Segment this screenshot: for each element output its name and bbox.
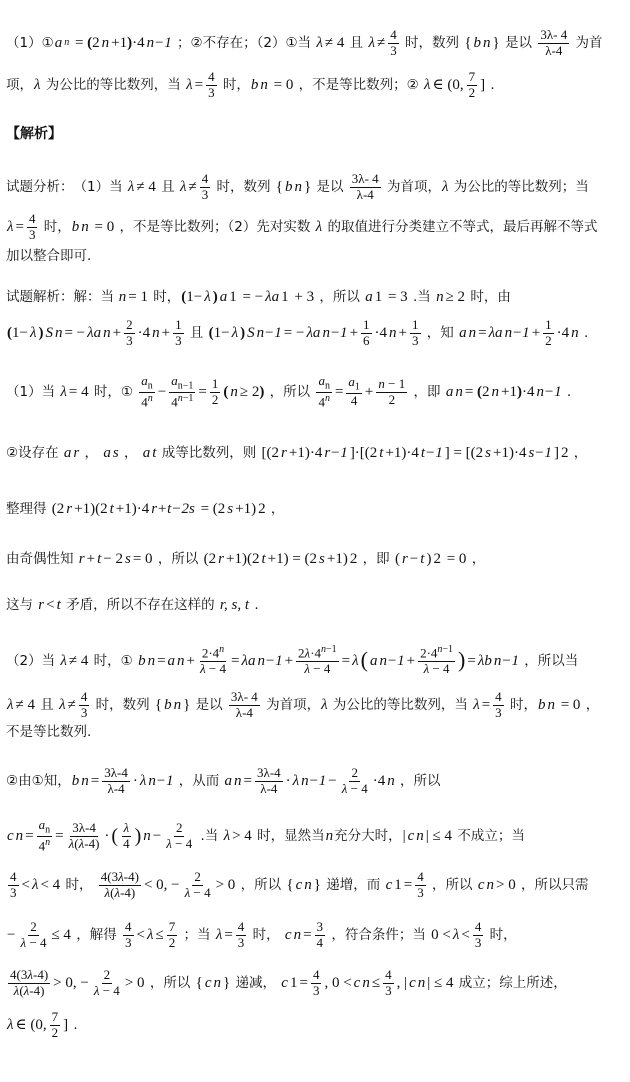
solution-part1-2d: 这与 r < t 矛盾，所以不存在这样的 r, s, t . xyxy=(6,596,259,613)
solution-part1: （1）当 λ = 4 时，① $\frac{a_n}{4^n}$ − $\frac{a_{n-1}}{4^{n-1}}$ = $\frac{1}{2}$ ( n ≥ 2) ，所以 $\frac{a_n}{4^n}$ = $\frac{a_1}{4}$ + $\frac{n - 1}{2}$ ，即 a n = (2 n +1)·4 n−1 . xyxy=(6,373,572,410)
solution-line-1: 试题解析：解：当 n = 1 时， (1− λ ) a 1 = − λa 1 + 3 ，所以 a 1 = 3 .当 n ≥ 2 时，由 xyxy=(6,288,511,305)
solution-c2: c n = $\frac{a_n}{4^n}$ = $\frac{3\lambda-4}{\lambda(\lambda-4)}$ · ( $\frac{\lambda}{4}$ ) n − $\frac{2}{\lambda - 4}$ .当 λ > 4 时，显然当 n 充分大时， | c n | ≤ 4 不成立；当 xyxy=(7,817,525,854)
solution-part2b: λ ≠ 4 且 λ ≠ $\frac{4}{3}$ 时，数列 { b n } 是以 $\frac{3\lambda- 4}{\lambda-4}$ 为首项， λ 为公比的等比数列，当 λ = $\frac{4}{3}$ 时， b n = 0 ， xyxy=(7,689,600,720)
solution-c5: $\frac{4(3\lambda-4)}{\lambda(\lambda-4)}$ > 0, − $\frac{2}{\lambda - 4}$ > 0 ，所以 { c n } 递减， c 1 = $\frac{4}{3}$ , 0 < c n ≤ $\frac{4}{3}$ , | c n | ≤ 4 成立；综上所述， xyxy=(10,967,567,998)
solution-line-2: (1− λ ) S n = − λa n + $\frac{2}{3}$ ·4 n + $\frac{1}{3}$ 且 (1− λ ) S n−1 = − λa n−1 + $\frac{1}{6}$ ·4 n + $\frac{1}{3}$ ，知 a n = λa n−1 + $\frac{1}{2}$ ·4 n . xyxy=(7,317,589,348)
analysis-line-1: 试题分析： （1）当 λ ≠ 4 且 λ ≠ $\frac{4}{3}$ 时，数列 { b n } 是以 $\frac{3\lambda- 4}{\lambda-4}$ 为首项， λ 为公比的等比数列；当 xyxy=(6,171,589,202)
solution-part1-2b: 整理得 (2 r +1)(2 t +1)·4 r+t−2s = (2 s +1) 2 ， xyxy=(6,500,285,517)
solution-part2a: （2）当 λ ≠ 4 时，① b n = a n + $\frac{2\cdot 4^n}{\lambda - 4}$ = λa n−1 + $\frac{2\lambda\cdot 4^{n-1}}{\lambda - 4}$ = λ ( a n−1 + $\frac{2\cdot 4^{n-1}}{\lambda - 4}$ ) = λb n−1 ，所以当 xyxy=(6,644,579,677)
solution-c6: λ ∈ (0, $\frac{7}{2}$ ] . xyxy=(7,1009,78,1040)
analysis-line-3: 加以整合即可. xyxy=(6,248,92,264)
solution-part1-2c: 由奇偶性知 r + t − 2 s = 0 ，所以 (2 r +1)(2 t +1) = (2 s +1) 2 ，即 ( r − t ) 2 = 0 ， xyxy=(6,550,486,567)
solution-c3: $\frac{4}{3}$ < λ < 4 时， $\frac{4(3\lambda-4)}{\lambda(\lambda-4)}$ < 0, − $\frac{2}{\lambda - 4}$ > 0 ，所以 { c n } 递增，而 c 1 = $\frac{4}{3}$ ，所以 c n > 0 ，所以只需 xyxy=(10,869,589,900)
answer-line-2: 项， λ 为公比的等比数列，当 λ = $\frac{4}{3}$ 时， b n = 0 ，不是等比数列；② λ ∈ (0, $\frac{7}{2}$ ] . xyxy=(6,69,495,100)
solution-c4: − $\frac{2}{\lambda - 4}$ ≤ 4 ，解得 $\frac{4}{3}$ < λ ≤ $\frac{7}{2}$ ；当 λ = $\frac{4}{3}$ 时， c n = $\frac{3}{4}$ ，符合条件；当 0 < λ < $\frac{4}{3}$ 时， xyxy=(7,919,517,950)
solution-c1: ②由①知， b n = $\frac{3\lambda-4}{\lambda-4}$ · λ n−1 ，从而 a n = $\frac{3\lambda-4}{\lambda-4}$ · λ n−1 − $\frac{2}{\lambda - 4}$ ·4 n ，所以 xyxy=(6,765,441,796)
answer-line-1: （1）① a n = (2 n +1)·4 n−1 ；②不存在；（2）①当 λ ≠ 4 且 λ ≠ $\frac{4}{3}$ 时，数列 { b n } 是以 $\frac{3\lambda- 4}{\lambda-4}$ 为首 xyxy=(6,27,603,58)
analysis-line-2: λ = $\frac{4}{3}$ 时， b n = 0 ，不是等比数列；（2）先对实数 λ 的取值进行分类建立不等式，最后再解不等式 xyxy=(7,211,598,242)
section-title: 【解析】 xyxy=(6,126,62,142)
solution-part1-2a: ②设存在 a r ， a s ， a t 成等比数列，则 [(2 r +1)·4 r−1 ]·[(2 t +1)·4 t−1 ] = [(2 s +1)·4 s−1 ] 2 ， xyxy=(6,444,588,461)
solution-part2c: 不是等比数列. xyxy=(6,724,92,740)
